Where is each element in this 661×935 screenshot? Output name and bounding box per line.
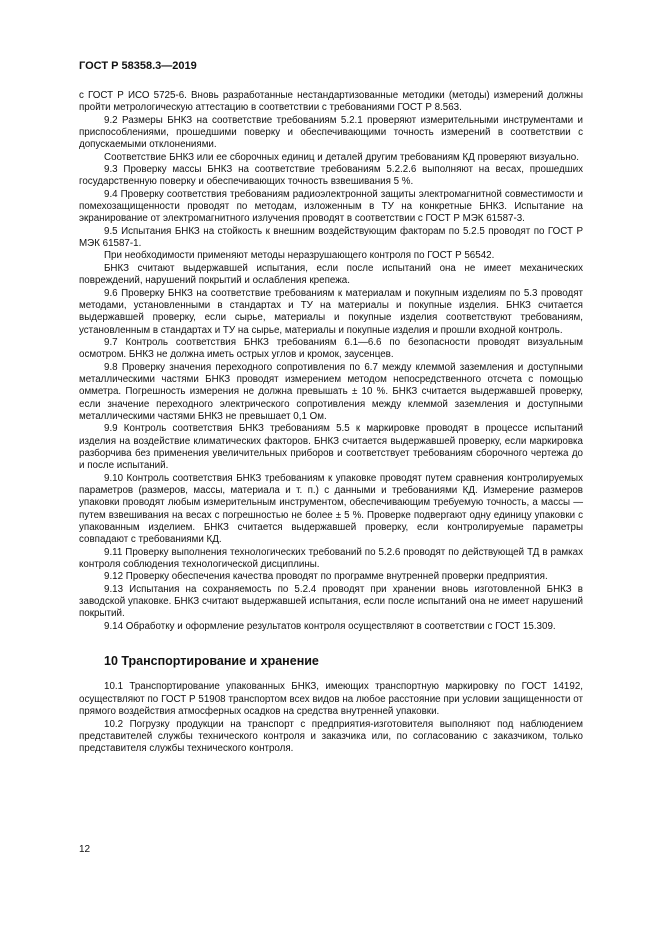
paragraph-9-7: 9.7 Контроль соответствия БНКЗ требованиям 6.1—6.6 по безопасности проводят визуальным осмотром. БНКЗ не должна иметь острых углов и кромок, заусенцев.	[79, 336, 583, 361]
paragraph-9-2: 9.2 Размеры БНКЗ на соответствие требованиям 5.2.1 проверяют измерительными инструментами и приспособлениями, прошедшими поверку и обеспечивающими точность измерений в соответствии с допускаемыми отклонениями.	[79, 114, 583, 151]
paragraph-9-6: 9.6 Проверку БНКЗ на соответствие требованиям к материалам и покупным изделиям по 5.3 проводят методами, установленными в стандартах и ТУ на материалы и покупные изделия. БНКЗ считается выдержавшей проверку, если сырье, материалы и покупные изделия соответствуют требованиям, установленным в стандартах и ТУ на сырье, материалы и покупные изделия и прошли входной контроль.	[79, 287, 583, 336]
section-10-title: 10 Транспортирование и хранение	[104, 654, 319, 669]
paragraph-9-9: 9.9 Контроль соответствия БНКЗ требованиям 5.5 к маркировке проводят в процессе испытаний изделия на воздействие климатических факторов. БНКЗ считается выдержавшей проверку, если маркировка разборчива без применения увеличительных приборов и соответствует требованиям сборочного чертежа до и после испытаний.	[79, 423, 583, 472]
paragraph-9-10: 9.10 Контроль соответствия БНКЗ требованиям к упаковке проводят путем сравнения контролируемых параметров (размеров, массы, материала и т. п.) с данными и требованиями КД. Измерение размеров упаковки проводят любым измерительным инструментом, обеспечивающим требуемую точность, а массы — путем взвешивания на весах с погрешностью не более ± 5 %. Проверке подвергают одну единицу упаковки с упакованным изделием. БНКЗ считается выдержавшей проверку, если контролируемые параметры совпадают с требованиями КД.	[79, 472, 583, 546]
paragraph-9-3: 9.3 Проверку массы БНКЗ на соответствие требованиям 5.2.2.6 выполняют на весах, прошедших государственную поверку и обеспечивающих точность взвешивания 5 %.	[79, 164, 583, 188]
paragraph-9-11: 9.11 Проверку выполнения технологических требований по 5.2.6 проводят по действующей ТД в рамках контроля соблюдения технологической дисциплины.	[79, 546, 583, 571]
page-number: 12	[79, 844, 91, 855]
standard-header: ГОСТ Р 58358.3—2019	[79, 60, 197, 72]
paragraph-9-13: 9.13 Испытания на сохраняемость по 5.2.4 проводят при хранении вновь изготовленной БНКЗ в заводской упаковке. БНКЗ считают выдержавшей испытания, если после испытаний она не имеет нарушений покрытий.	[79, 583, 583, 620]
paragraph-10-2: 10.2 Погрузку продукции на транспорт с предприятия-изготовителя выполняют под наблюдением представителей службы технического контроля и заказчика или, по согласованию с заказчиком, только представителя службы технического контроля.	[79, 718, 583, 755]
paragraph-continuation: с ГОСТ Р ИСО 5725-6. Вновь разработанные нестандартизованные методики (методы) измерений должны пройти метрологическую аттестацию в соответствии с требованиями ГОСТ Р 8.563.	[79, 90, 583, 114]
paragraph-9-2-note: Соответствие БНКЗ или ее сборочных единиц и деталей другим требованиям КД проверяют визуально.	[104, 151, 579, 163]
paragraph-9-4: 9.4 Проверку соответствия требованиям радиоэлектронной защиты электромагнитной совместимости и помехозащищенности проводят по методам, изложенным в ТУ на конкретные БНКЗ. Испытание на экранирование от электромагнитного излучения проводят в соответствии с ГОСТ Р МЭК 61587-3.	[79, 188, 583, 225]
paragraph-10-1: 10.1 Транспортирование упакованных БНКЗ, имеющих транспортную маркировку по ГОСТ 14192, осуществляют по ГОСТ Р 51908 транспортом всех видов на любое расстояние при условии защищенности от прямого воздействия атмосферных осадков на средства внутренней упаковки.	[79, 681, 583, 718]
body-text	[79, 90, 583, 756]
paragraph-9-14: 9.14 Обработку и оформление результатов контроля осуществляют в соответствии с ГОСТ 15.309.	[104, 620, 556, 632]
paragraph-9-5-note: При необходимости применяют методы неразрушающего контроля по ГОСТ Р 56542.	[104, 250, 495, 262]
paragraph-9-5-criteria: БНКЗ считают выдержавшей испытания, если после испытаний она не имеет механических повреждений, нарушений покрытий и ослабления крепежа.	[79, 262, 583, 287]
paragraph-9-8: 9.8 Проверку значения переходного сопротивления по 6.7 между клеммой заземления и доступными металлическими частями БНКЗ проводят измерением методом непосредственного отсчета с помощью омметра. Погрешность измерения не должна превышать ± 10 %. БНКЗ считается выдержавшей проверку, если значение переходного электрического сопротивления между клеммой заземления и доступными металлическими частями БНКЗ не превышает 0,1 Ом.	[79, 361, 583, 422]
paragraph-9-12: 9.12 Проверку обеспечения качества проводят по программе внутренней проверки предприятия.	[104, 571, 548, 583]
paragraph-9-5: 9.5 Испытания БНКЗ на стойкость к внешним воздействующим факторам по 5.2.5 проводят по ГОСТ Р МЭК 61587-1.	[79, 225, 583, 250]
